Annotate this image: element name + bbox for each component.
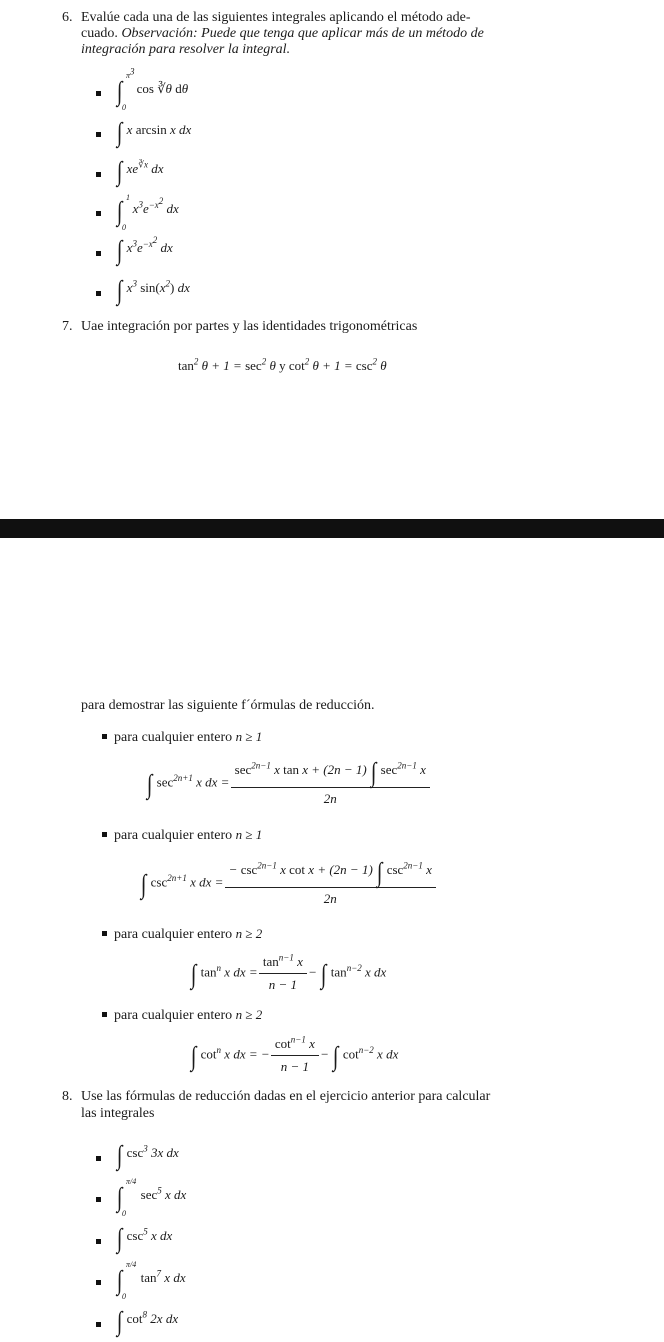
bullet <box>96 1156 101 1161</box>
ex7-condition-2: para cualquier entero n ≥ 1 <box>114 827 263 843</box>
ex7-intro: Uae integración por partes y las identidades trigonométricas <box>81 319 418 334</box>
ex8-line2: las integrales <box>81 1106 155 1121</box>
ex7-continuation: para demostrar las siguiente f´órmulas de reducción. <box>81 698 375 713</box>
ex6-item-2: ∫ x arcsin x dx <box>116 117 192 147</box>
bullet <box>102 931 107 936</box>
ex6-line1: Evalúe cada una de las siguientes integrales aplicando el método ade- <box>81 10 471 25</box>
ex6-item-1: ∫ $\pi^3$ 0 cos ∛θ dθ <box>116 66 189 112</box>
ex6-item-4: ∫ 1 0 $x^3e^{-x^2}$ dx <box>116 193 179 232</box>
ex7-condition-1: para cualquier entero n ≥ 1 <box>114 729 263 745</box>
ex7-condition-4: para cualquier entero n ≥ 2 <box>114 1007 263 1023</box>
ex6-line3: integración para resolver la integral. <box>81 42 291 57</box>
ex7-number: 7. <box>62 319 73 334</box>
bullet <box>96 132 101 137</box>
bullet <box>96 1239 101 1244</box>
ex6-line2-plain: cuado. <box>81 26 118 41</box>
bullet <box>96 1197 101 1202</box>
ex6-line2 <box>81 25 484 42</box>
ex8-item-3: ∫ $\csc^5 x$ dx <box>116 1223 173 1253</box>
ex6-number: 6. <box>62 10 73 25</box>
ex7-formula-3: ∫ $\tan^n x$ dx = $\frac{\tan^{n-1} x}{n - 1}$ − ∫ $\tan^{n-2} x$ dx <box>190 952 387 992</box>
ex6-item-6: ∫ $x^3$ $\sin(x^2)$ dx <box>116 275 190 305</box>
ex8-number: 8. <box>62 1089 73 1104</box>
bullet <box>96 172 101 177</box>
bullet <box>96 291 101 296</box>
ex7-formula-1: ∫ $\sec^{2n+1} x$ dx = $\frac{\sec^{2n-1} x \tan x + (2n - 1) \int \sec^{2n-1} x}{2n}$ <box>146 760 428 807</box>
ex7-formula-2: ∫ $\csc^{2n+1} x$ dx = $\frac{- \csc^{2n-1} x \cot x + (2n - 1) \int \csc^{2n-1} x}{2n}$ <box>140 860 434 907</box>
ex6-item-5: ∫ $x^3e^{-x^2}$ dx <box>116 234 173 265</box>
ex8-item-1: ∫ $\csc^3 3x$ dx <box>116 1140 179 1170</box>
bullet <box>96 91 101 96</box>
ex7-formula-4: ∫ $\cot^n x$ dx = − $\frac{\cot^{n-1} x}{n - 1}$ − ∫ $\cot^{n-2} x$ dx <box>190 1034 399 1074</box>
bullet <box>102 1012 107 1017</box>
ex6-line2-italic: Observación: Puede que tenga que aplicar más de un método de <box>121 26 484 41</box>
bullet <box>96 1280 101 1285</box>
ex7-condition-3: para cualquier entero n ≥ 2 <box>114 926 263 942</box>
ex8-item-4: ∫ π/4 0 $\tan^7 x$ dx <box>116 1260 186 1301</box>
ex7-identities: $\tan^2 \theta + 1 = \sec^2 \theta$ y $\cot^2 \theta + 1 = \csc^2 \theta$ <box>178 356 387 373</box>
bullet <box>96 211 101 216</box>
ex8-item-5: ∫ $\cot^8 2x$ dx <box>116 1306 179 1336</box>
ex6-item-3: ∫ $xe^{∛x}$ dx <box>116 156 164 186</box>
bullet <box>96 251 101 256</box>
bullet <box>102 734 107 739</box>
black-divider-band <box>0 519 664 538</box>
bullet <box>96 1322 101 1327</box>
bullet <box>102 832 107 837</box>
ex8-item-2: ∫ π/4 0 $\sec^5 x$ dx <box>116 1177 187 1218</box>
ex8-line1: Use las fórmulas de reducción dadas en el ejercicio anterior para calcular <box>81 1089 491 1104</box>
